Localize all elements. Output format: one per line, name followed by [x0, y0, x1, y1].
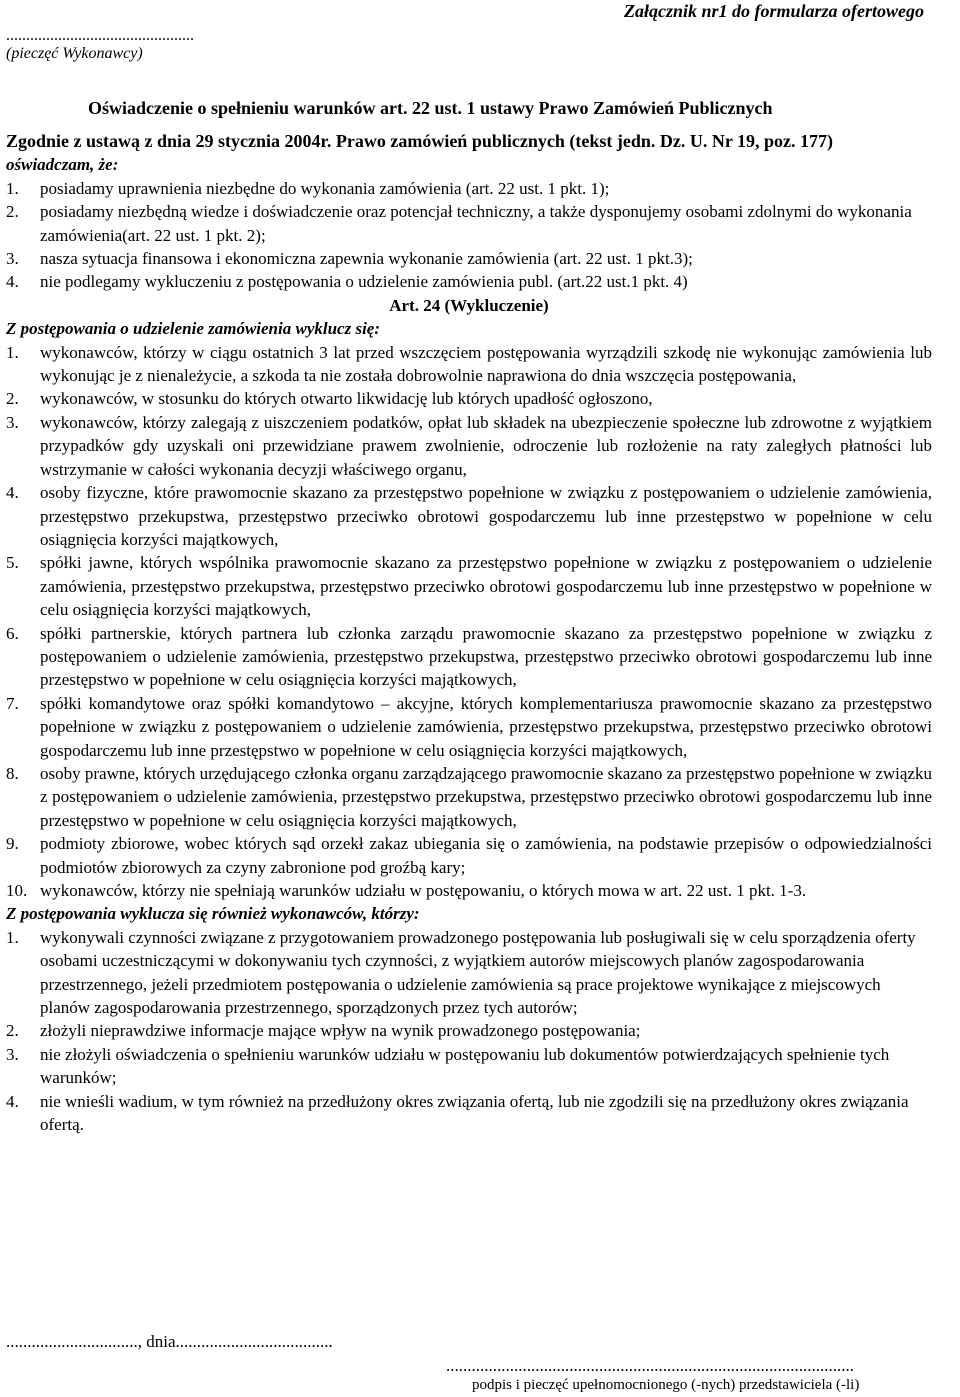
- exclusions-list-1: [6, 341, 932, 903]
- list-item-number: 2.: [6, 389, 19, 409]
- list-item-number: 4.: [6, 272, 19, 292]
- list-item-number: 2.: [6, 1021, 19, 1041]
- list-item: [6, 1043, 932, 1090]
- date-line: ..............................., dnia.....................................: [6, 1332, 333, 1351]
- list-item-text: posiadamy niezbędną wiedze i doświadczenie oraz potencjał techniczny, a także dysponujemy osobami zdolnymi do wykonania zamówienia(art. 22 ust. 1 pkt. 2);: [40, 202, 912, 245]
- list-item-text: posiadamy uprawnienia niezbędne do wykonania zamówienia (art. 22 ust. 1 pkt. 1);: [40, 178, 610, 198]
- document-body: [6, 130, 932, 1136]
- list-item-number: 1.: [6, 342, 19, 362]
- list-item-text: podmioty zbiorowe, wobec których sąd orzekł zakaz ubiegania się o zamówienia, na podstawie przepisów o odpowiedzialności podmiotów zbiorowych za czyny zabronione pod groźbą kary;: [40, 834, 932, 877]
- list-item-number: 3.: [6, 412, 19, 432]
- list-item-text: spółki komandytowe oraz spółki komandytowo – akcyjne, których komplementariusza prawomocnie skazano za przestępstwo popełnione w związku z postępowaniem o udzielenie zamówienia, przestępstwo przekupstwa, przestępstwo przeciwko obrotowi gospodarczemu lub inne przestępstwo w popełnione w celu osiągnięcia korzyści majątkowych,: [40, 693, 932, 760]
- list-item-number: 4.: [6, 483, 19, 503]
- list-item-text: złożyli nieprawdziwe informacje mające wpływ na wynik prowadzonego postępowania;: [40, 1021, 641, 1041]
- list-item: [6, 622, 932, 692]
- list-item-number: 2.: [6, 202, 19, 222]
- list-item: [6, 177, 932, 200]
- exclusions-heading-2: Z postępowania wyklucza się również wykonawców, którzy:: [6, 904, 420, 924]
- stamp-dotted-line: ...............................................: [6, 27, 194, 44]
- list-item: [6, 926, 932, 1020]
- document-title: Oświadczenie o spełnieniu warunków art. 22 ust. 1 ustawy Prawo Zamówień Publicznych: [88, 98, 773, 118]
- list-item-number: 9.: [6, 834, 19, 854]
- list-item: [6, 387, 932, 410]
- list-item-text: spółki jawne, których wspólnika prawomocnie skazano za przestępstwo popełnione w związku z postępowaniem o udzielenie zamówienia, przestępstwo przekupstwa, przestępstwo przeciwko obrotowi gospodarczemu lub inne przestępstwo w popełnione w celu osiągnięcia korzyści majątkowych,: [40, 553, 932, 620]
- list-item: [6, 879, 932, 902]
- list-item-text: nie wnieśli wadium, w tym również na przedłużony okres związania ofertą, lub nie zgodzili się na przedłużony okres związania ofertą.: [40, 1091, 909, 1135]
- list-item: [6, 247, 932, 270]
- list-item-number: 8.: [6, 763, 19, 783]
- list-item-text: spółki partnerskie, których partnera lub członka zarządu prawomocnie skazano za przestępstwo popełnione w związku z postępowaniem o udzielenie zamówienia, przestępstwo przekupstwa, przestępstwo przeciwko obrotowi gospodarczemu lub inne przestępstwo w popełnione w celu osiągnięcia korzyści majątkowych,: [40, 623, 932, 690]
- list-item-number: 10.: [6, 881, 28, 900]
- list-item-number: 4.: [6, 1091, 19, 1111]
- list-item-text: osoby prawne, których urzędującego członka organu zarządzającego prawomocnie skazano za przestępstwo popełnione w związku z postępowaniem o udzielenie zamówienia, przestępstwo przekupstwa, przestępstwo przeciwko obrotowi gospodarczemu lub inne przestępstwo w popełnione w celu osiągnięcia korzyści majątkowych,: [40, 763, 932, 830]
- list-item-text: wykonawców, którzy zalegają z uiszczeniem podatków, opłat lub składek na ubezpieczenie społeczne lub zdrowotne z wyjątkiem przypadków gdy uzyskali oni przewidziane prawem zwolnienie, odroczenie lub rozłożenie na raty zaległych płatności lub wstrzymanie w całości wykonania decyzji właściwego organu,: [40, 412, 932, 479]
- list-item: [6, 270, 932, 293]
- list-item: [6, 1090, 932, 1137]
- article-heading: Art. 24 (Wykluczenie): [389, 295, 549, 315]
- list-item-text: nie złożyli oświadczenia o spełnieniu warunków udziału w postępowaniu lub dokumentów potwierdzających spełnienie tych warunków;: [40, 1044, 890, 1088]
- list-item-text: nasza sytuacja finansowa i ekonomiczna zapewnia wykonanie zamówienia (art. 22 ust. 1 pkt.3);: [40, 249, 693, 269]
- stamp-label: (pieczęć Wykonawcy): [6, 45, 143, 62]
- signature-dotted-line: ................................................................................................: [446, 1356, 854, 1375]
- intro-paragraph: Zgodnie z ustawą z dnia 29 stycznia 2004r. Prawo zamówień publicznych (tekst jedn. Dz. U. Nr 19, poz. 177): [6, 131, 833, 151]
- list-item: [6, 200, 932, 247]
- list-item: [6, 551, 932, 621]
- list-item-text: wykonawców, którzy w ciągu ostatnich 3 lat przed wszczęciem postępowania wyrządzili szkodę nie wykonując zamówienia lub wykonując je z nienależycie, a szkoda ta nie została dobrowolnie naprawiona do dnia wszczęcia postępowania,: [40, 342, 932, 386]
- list-item-number: 3.: [6, 249, 19, 269]
- exclusions-heading-1: Z postępowania o udzielenie zamówienia wyklucz się:: [6, 319, 381, 339]
- list-item-number: 5.: [6, 553, 19, 573]
- list-item-text: wykonawców, w stosunku do których otwarto likwidację lub których upadłość ogłoszono,: [40, 389, 653, 409]
- list-item: [6, 762, 932, 832]
- conditions-list: [6, 177, 932, 294]
- list-item-text: wykonywali czynności związane z przygotowaniem prowadzonego postępowania lub posługiwali się w celu sporządzenia oferty osobami uczestniczącymi w dokonywaniu tych czynności, z wyjątkiem autorów miejscowych planów zagospodarowania przestrzennego, jeżeli przedmiotem postępowania o udzielenie zamówienia są prace projektowe wynikające z miejscowych planów zagospodarowania przestrzennego, sporządzonych przez tych autorów;: [40, 927, 916, 1018]
- list-item-text: osoby fizyczne, które prawomocnie skazano za przestępstwo popełnione w związku z postępowaniem o udzielenie zamówienia, przestępstwo przekupstwa, przestępstwo przeciwko obrotowi gospodarczemu lub inne przestępstwo w popełnione w celu osiągnięcia korzyści majątkowych,: [40, 483, 932, 549]
- exclusions-list-2: [6, 926, 932, 1137]
- list-item: [6, 411, 932, 481]
- annex-label: Załącznik nr1 do formularza ofertowego: [623, 1, 924, 21]
- list-item-number: 6.: [6, 623, 19, 643]
- list-item-text: wykonawców, którzy nie spełniają warunków udziału w postępowaniu, o których mowa w art. 22 ust. 1 pkt. 1-3.: [40, 881, 807, 900]
- declaration-heading: oświadczam, że:: [6, 155, 119, 175]
- signature-label: podpis i pieczęć upełnomocnionego (-nych) przedstawiciela (-li): [472, 1377, 860, 1393]
- list-item: [6, 481, 932, 551]
- list-item-text: nie podlegamy wykluczeniu z postępowania o udzielenie zamówienia publ. (art.22 ust.1 pkt. 4): [40, 272, 688, 292]
- list-item: [6, 1019, 932, 1042]
- list-item-number: 1.: [6, 178, 19, 198]
- list-item-number: 7.: [6, 693, 19, 713]
- list-item: [6, 692, 932, 762]
- list-item: [6, 341, 932, 388]
- list-item-number: 1.: [6, 927, 19, 947]
- list-item-number: 3.: [6, 1044, 19, 1064]
- list-item: [6, 832, 932, 879]
